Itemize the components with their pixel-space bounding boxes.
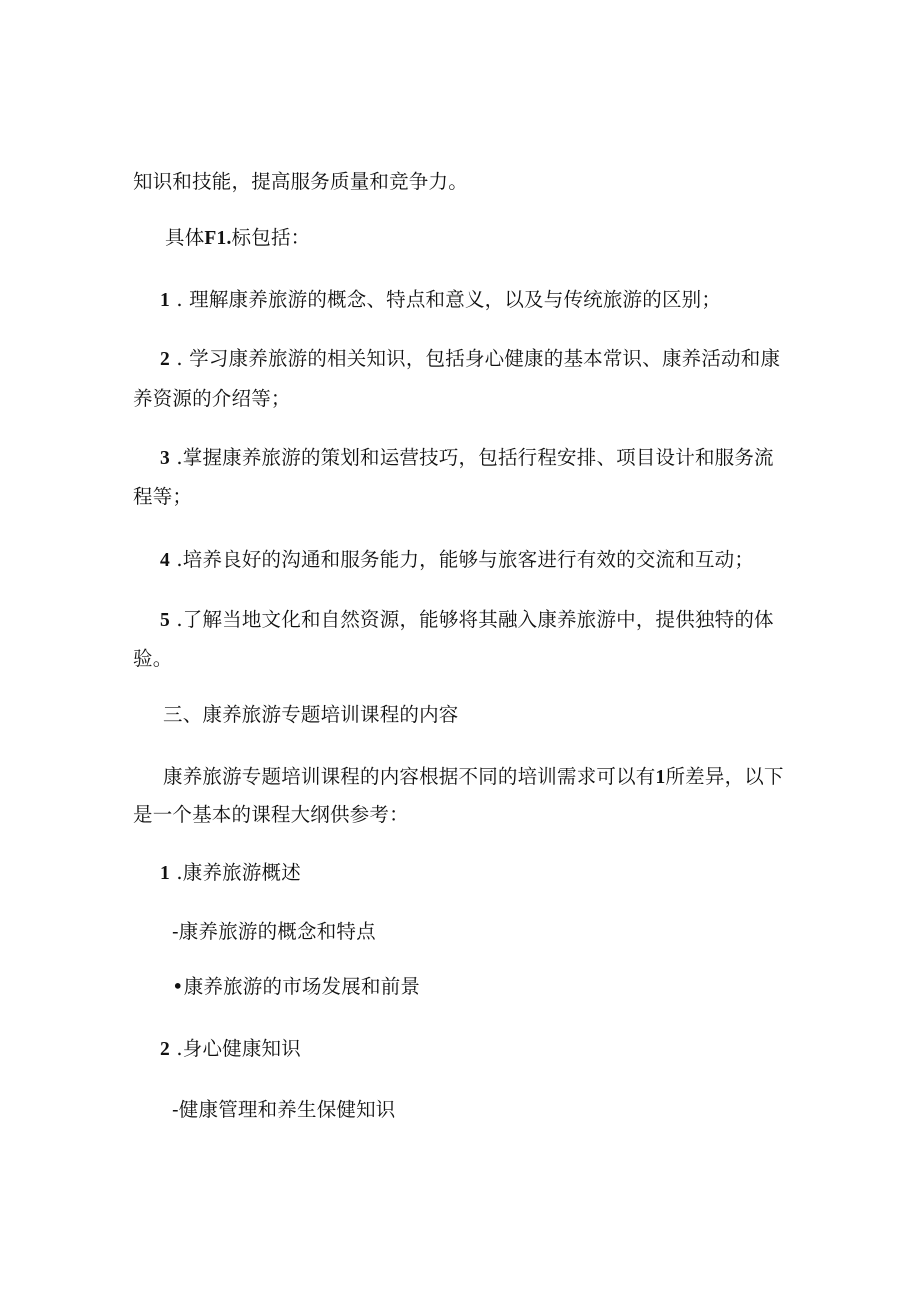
goal-item-3-cont <box>133 483 192 511</box>
item-number: 3 <box>160 448 170 469</box>
item-number: 4 <box>160 550 170 571</box>
course-subitem <box>172 1096 396 1124</box>
item-text: .掌握康养旅游的策划和运营技巧，包括行程安排、项目设计和服务流 <box>169 446 774 469</box>
goal-item-2-cont <box>133 385 291 413</box>
item-text: . 学习康养旅游的相关知识，包括身心健康的基本常识、康养活动和康 <box>169 347 781 370</box>
item-number: 5 <box>160 610 170 631</box>
text-span: 具体 <box>165 226 205 249</box>
item-text: .康养旅游概述 <box>169 861 301 884</box>
course-subitem <box>172 918 376 946</box>
item-text: . 理解康养旅游的概念、特点和意义，以及与传统旅游的区别； <box>169 288 722 311</box>
course-item-2 <box>160 1035 301 1064</box>
item-number: 2 <box>160 349 170 370</box>
subitem-text: -健康管理和养生保健知识 <box>172 1098 396 1121</box>
text-span: 康养旅游专题培训课程的内容根据不同的培训需求可以有 <box>163 765 656 788</box>
item-number: 2 <box>160 1039 170 1060</box>
subitem-text: •康养旅游的市场发展和前景 <box>172 975 421 998</box>
goal-item-4 <box>160 546 754 575</box>
course-subitem <box>172 973 420 1001</box>
item-text: 养资源的介绍等； <box>133 387 291 410</box>
text-span-bold: 1 <box>655 767 666 788</box>
item-number: 1 <box>160 290 170 311</box>
section-heading <box>163 701 459 729</box>
goal-item-2 <box>160 345 780 374</box>
section-title: 三、康养旅游专题培训课程的内容 <box>163 703 459 726</box>
item-text: .培养良好的沟通和服务能力，能够与旅客进行有效的交流和互动； <box>169 548 755 571</box>
goal-item-5 <box>160 606 774 635</box>
item-text: .身心健康知识 <box>169 1037 301 1060</box>
paragraph-line <box>133 168 468 196</box>
text-span: 标包括： <box>231 226 311 249</box>
intro-paragraph-cont <box>133 801 409 829</box>
text-span-bold: F1. <box>204 228 232 249</box>
course-item-1 <box>160 859 301 888</box>
goal-item-3 <box>160 444 774 473</box>
item-text: .了解当地文化和自然资源，能够将其融入康养旅游中，提供独特的体 <box>169 608 774 631</box>
goal-item-5-cont <box>133 645 172 673</box>
item-text: 验。 <box>133 647 173 670</box>
item-number: 1 <box>160 863 170 884</box>
text-line: 知识和技能，提高服务质量和竞争力。 <box>133 170 468 193</box>
item-text: 程等； <box>133 485 193 508</box>
goal-item-1 <box>160 286 721 315</box>
text-span: 所差异，以下 <box>665 765 784 788</box>
intro-paragraph <box>163 763 784 792</box>
text-span: 是一个基本的课程大纲供参考： <box>133 803 409 826</box>
subitem-text: -康养旅游的概念和特点 <box>172 920 376 943</box>
goals-heading <box>165 224 310 253</box>
